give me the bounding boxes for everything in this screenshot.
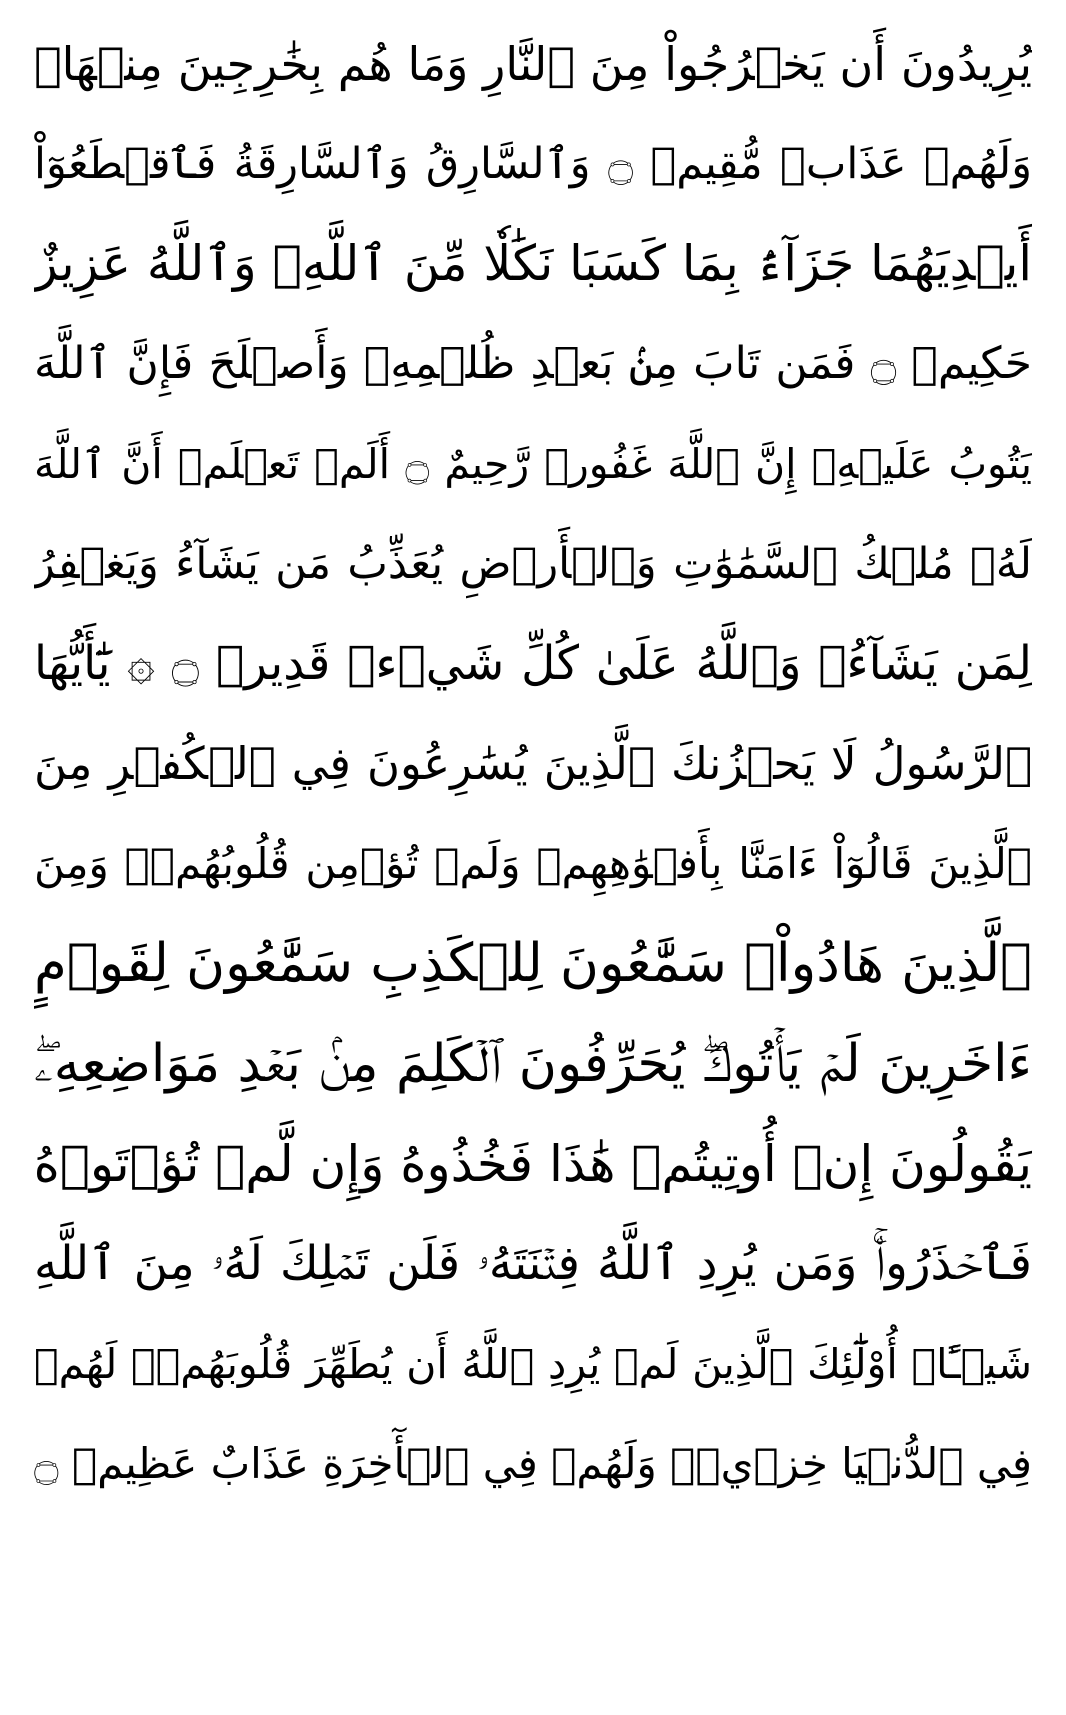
text-line-8: ٱلرَّسُولُ لَا يَحۡزُنكَ ٱلَّذِينَ يُسَٰرِعُونَ فِي ٱلۡكُفۡرِ مِنَ (34, 737, 1032, 790)
text-line-12: يَقُولُونَ إِنۡ أُوتِيتُمۡ هَٰذَا فَخُذُوهُ وَإِن لَّمۡ تُؤۡتَوۡهُ (34, 1135, 1032, 1193)
text-line-13: فَٱحۡذَرُواْۚ وَمَن يُرِدِ ٱللَّهُ فِتۡنَتَهُۥ فَلَن تَمۡلِكَ لَهُۥ مِنَ ٱللَّهِ (34, 1236, 1032, 1291)
text-line-1: يُرِيدُونَ أَن يَخۡرُجُواْ مِنَ ٱلنَّارِ وَمَا هُم بِخَٰرِجِينَ مِنۡهَاۖ (34, 37, 1032, 91)
text-line-5: يَتُوبُ عَلَيۡهِۚ إِنَّ ٱللَّهَ غَفُورٞ رَّحِيمٌ ۝ أَلَمۡ تَعۡلَمۡ أَنَّ ٱللَّهَ (34, 440, 1032, 488)
text-line-4: حَكِيمٞ ۝ فَمَن تَابَ مِنۢ بَعۡدِ ظُلۡمِهِۦ وَأَصۡلَحَ فَإِنَّ ٱللَّهَ (34, 338, 1032, 389)
text-line-2: وَلَهُمۡ عَذَابٞ مُّقِيمٞ ۝ وَٱلسَّارِقُ وَٱلسَّارِقَةُ فَٱقۡطَعُوٓاْ (34, 139, 1032, 189)
text-line-6: لَهُۥ مُلۡكُ ٱلسَّمَٰوَٰتِ وَٱلۡأَرۡضِ يُعَذِّبُ مَن يَشَآءُ وَيَغۡفِرُ (34, 539, 1032, 589)
text-line-14: شَيۡـًٔاۚ أُوْلَٰٓئِكَ ٱلَّذِينَ لَمۡ يُرِدِ ٱللَّهُ أَن يُطَهِّرَ قُلُوبَهُمۡۚ لَهُمۡ (34, 1340, 1032, 1388)
text-line-15: فِي ٱلدُّنۡيَا خِزۡيٞۖ وَلَهُمۡ فِي ٱلۡأٓخِرَةِ عَذَابٌ عَظِيمٞ ۝ (34, 1439, 1032, 1488)
text-line-11: ءَاخَرِينَ لَمۡ يَأۡتُوكَۖ يُحَرِّفُونَ ٱلۡكَلِمَ مِنۢ بَعۡدِ مَوَاضِعِهِۦۖ (34, 1034, 1032, 1094)
text-line-9: ٱلَّذِينَ قَالُوٓاْ ءَامَنَّا بِأَفۡوَٰهِهِمۡ وَلَمۡ تُؤۡمِن قُلُوبُهُمۡۛ وَمِنَ (34, 839, 1032, 888)
text-line-7: لِمَن يَشَآءُۗ وَٱللَّهُ عَلَىٰ كُلِّ شَيۡءٖ قَدِيرٞ ۝ ۞ يَٰٓأَيُّهَا (34, 636, 1032, 691)
text-line-10: ٱلَّذِينَ هَادُواْۛ سَمَّٰعُونَ لِلۡكَذِبِ سَمَّٰعُونَ لِقَوۡمٍ (34, 933, 1032, 994)
text-line-3: أَيۡدِيَهُمَا جَزَآءَۢ بِمَا كَسَبَا نَكَٰلٗا مِّنَ ٱللَّهِۗ وَٱللَّهُ عَزِيزٌ (34, 235, 1032, 292)
